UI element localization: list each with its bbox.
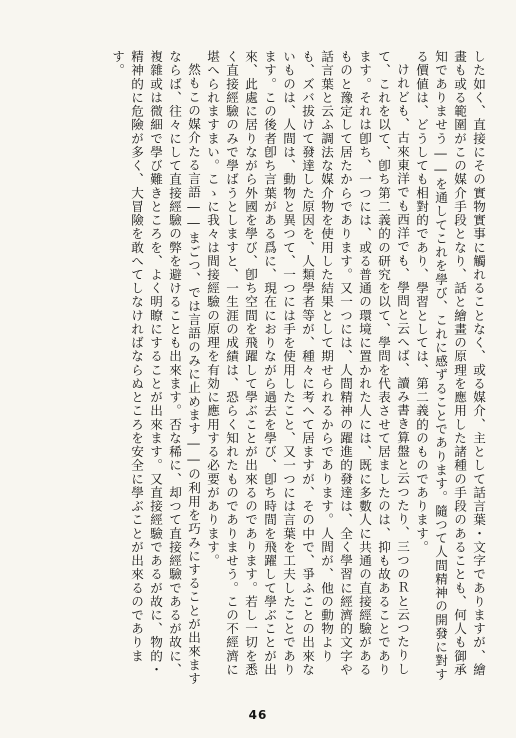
body-text [32, 50, 488, 690]
page-number: 46 [248, 708, 268, 722]
paragraph-1: した如く、直接にその實物實事に觸れることなく、或る媒介、主として話言葉・文字でありますが、繪畫も或る範圍がこの媒介手段となり、話と繪畫の原理を應用した諸種の手段のあることも、何人も御承知でありませう――を通してこれを學び、これに感ずることであります。隨つて人間精神の開發に對する價値は、どうしても相對的であり、學習としては、第二義的のものであります。 [414, 50, 486, 682]
paragraph-2: けれども、古來東洋でも西洋でも、學問と云へば、讀み書き算盤と云つたり、三つのＲと云つたりして、これを以て、卽ち第二義的の研究を以て、學問を代表させて居ましたのは、抑も故あることであります。それは卽ち、一つには、或る普通の環境に置かれた人には、既に多數人に共通の直接經驗があるものと豫定して居たからであります。又一つには、人間精神の躍進的發達は、全く學習に經濟的文字や話言葉と云ふ調法な媒介物を使用した結果として期せられるからであります。人間が、他の動物よりも、ズバ拔けて發達した原因を、人類學者等が、種々に考へて居ますが、その中で、爭ふことの出來ないものは、人間は、動物と異つて、一つには手を使用したこと、又一つには言葉を工夫したことであります。この後者卽ち言葉がある爲に、現在におりながら過去を學び、卽ち時間を飛躍して學ぶことが出來、此處に居りながら外國を學び、卽ち空間を飛躍して學ぶことが出來るのであります。若し一切を悉く直接經驗のみで學ばうとしますと、一生涯の成績は、恐らく知れたものでありませう。この不經濟に堪へられますまい。こゝに我々は間接經驗の原理を有効に應用する必要があります。 [205, 50, 410, 677]
paragraph-3: 然もこの媒介たる言語――まごつ、では言語のみに止めます――の利用を巧みにすることが出來ますならば、往々にして直接經驗の弊を避けることも出來ます。否な稀に、却つて直接經驗であるが故に、複雜或は微細で學び難きところを、よく明瞭にすることが出來ます。又直接經驗であるが故に、物的・精神的に危險が多く、大冒險を敢へてしなければならぬところを安全に學ぶことが出來るのであります。 [110, 50, 201, 686]
